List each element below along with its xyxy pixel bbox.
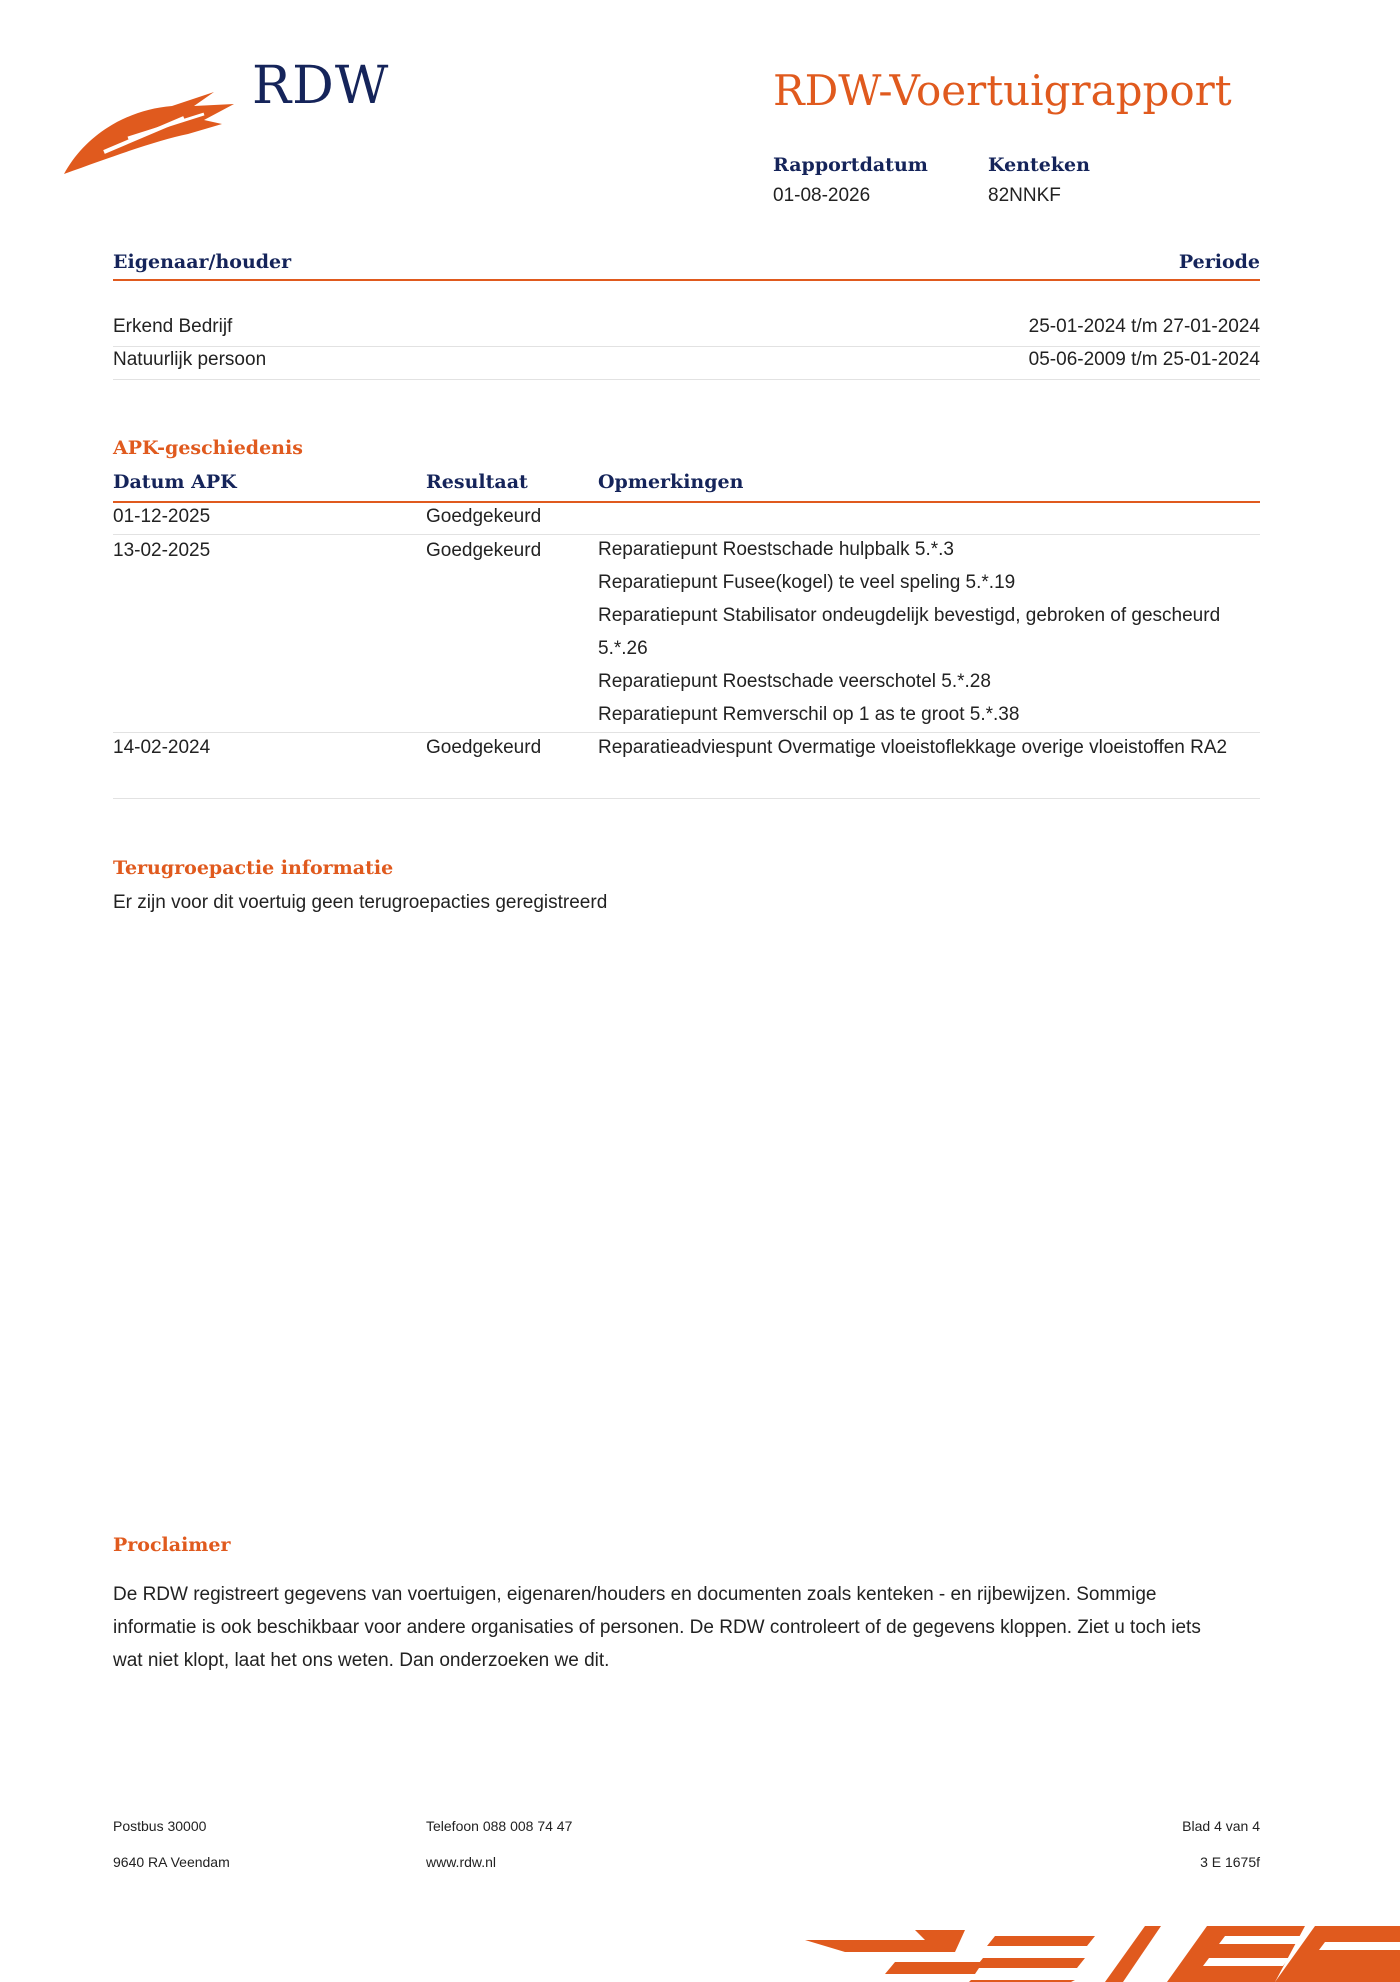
period-cell: 05-06-2009 t/m 25-01-2024 — [1028, 349, 1260, 370]
apk-remarks-column-header: Opmerkingen — [598, 471, 744, 493]
logo-text: RDW — [252, 56, 390, 116]
apk-result-column-header: Resultaat — [426, 471, 528, 493]
apk-result-cell: Goedgekeurd — [426, 506, 542, 527]
owner-column-header: Eigenaar/houder — [113, 251, 292, 273]
apk-result-cell: Goedgekeurd — [426, 540, 542, 561]
footer-po-box: Postbus 30000 — [113, 1818, 207, 1834]
period-cell: 25-01-2024 t/m 27-01-2024 — [1028, 316, 1260, 337]
apk-remark: Reparatiepunt Roestschade veerschotel 5.*.28 — [598, 671, 991, 692]
page-title: RDW-Voertuigrapport — [773, 66, 1232, 115]
plate-label: Kenteken — [988, 154, 1090, 176]
rdw-logo-icon — [64, 92, 234, 180]
apk-date-cell: 01-12-2025 — [113, 506, 211, 527]
footer-city: 9640 RA Veendam — [113, 1854, 230, 1870]
apk-section-title: APK-geschiedenis — [113, 437, 303, 459]
apk-date-cell: 14-02-2024 — [113, 737, 211, 758]
apk-remark: Reparatiepunt Remverschil op 1 as te groot 5.*.38 — [598, 704, 1020, 725]
apk-result-cell: Goedgekeurd — [426, 737, 542, 758]
footer-code: 3 E 1675f — [1200, 1854, 1260, 1870]
proclaimer-title: Proclaimer — [113, 1534, 231, 1556]
footer-phone: Telefoon 088 008 74 47 — [426, 1818, 573, 1834]
report-date-value: 01-08-2026 — [773, 185, 871, 206]
apk-remark: Reparatieadviespunt Overmatige vloeistoflekkage overige vloeistoffen RA2 — [598, 737, 1228, 758]
proclaimer-text: De RDW registreert gegevens van voertuigen, eigenaren/houders en documenten zoals kenteken - en rijbewijzen. Sommige informatie is ook beschikbaar voor andere organisaties of personen. De RDW controleert of de gegevens kloppen. Ziet u toch iets wat niet klopt, laat het ons weten. Dan onderzoeken we dit. — [113, 1584, 1201, 1671]
apk-remark: Reparatiepunt Fusee(kogel) te veel speling 5.*.19 — [598, 572, 1016, 593]
apk-remark: Reparatiepunt Roestschade hulpbalk 5.*.3 — [598, 539, 954, 560]
recall-text: Er zijn voor dit voertuig geen terugroepacties geregistreerd — [113, 892, 608, 913]
report-date-label: Rapportdatum — [773, 154, 928, 176]
recall-section-title: Terugroepactie informatie — [113, 857, 394, 879]
apk-date-column-header: Datum APK — [113, 471, 237, 493]
row-divider — [113, 379, 1260, 380]
owner-cell: Natuurlijk persoon — [113, 349, 267, 370]
owner-cell: Erkend Bedrijf — [113, 316, 233, 337]
row-divider — [113, 798, 1260, 799]
plate-value: 82NNKF — [988, 185, 1061, 206]
row-divider — [113, 346, 1260, 347]
owners-header-rule — [113, 279, 1260, 281]
apk-remark: Reparatiepunt Stabilisator ondeugdelijk bevestigd, gebroken of gescheurd 5.*.26 — [598, 605, 1221, 659]
period-column-header: Periode — [1178, 251, 1260, 273]
speed-stripes-decoration-icon — [805, 1922, 1400, 1982]
apk-remarks-cell — [598, 731, 1238, 764]
apk-date-cell: 13-02-2025 — [113, 540, 211, 561]
footer-page-number: Blad 4 van 4 — [1182, 1818, 1260, 1834]
apk-header-rule — [113, 501, 1260, 503]
apk-remarks-cell — [598, 533, 1238, 731]
footer-web[interactable]: www.rdw.nl — [426, 1854, 497, 1870]
